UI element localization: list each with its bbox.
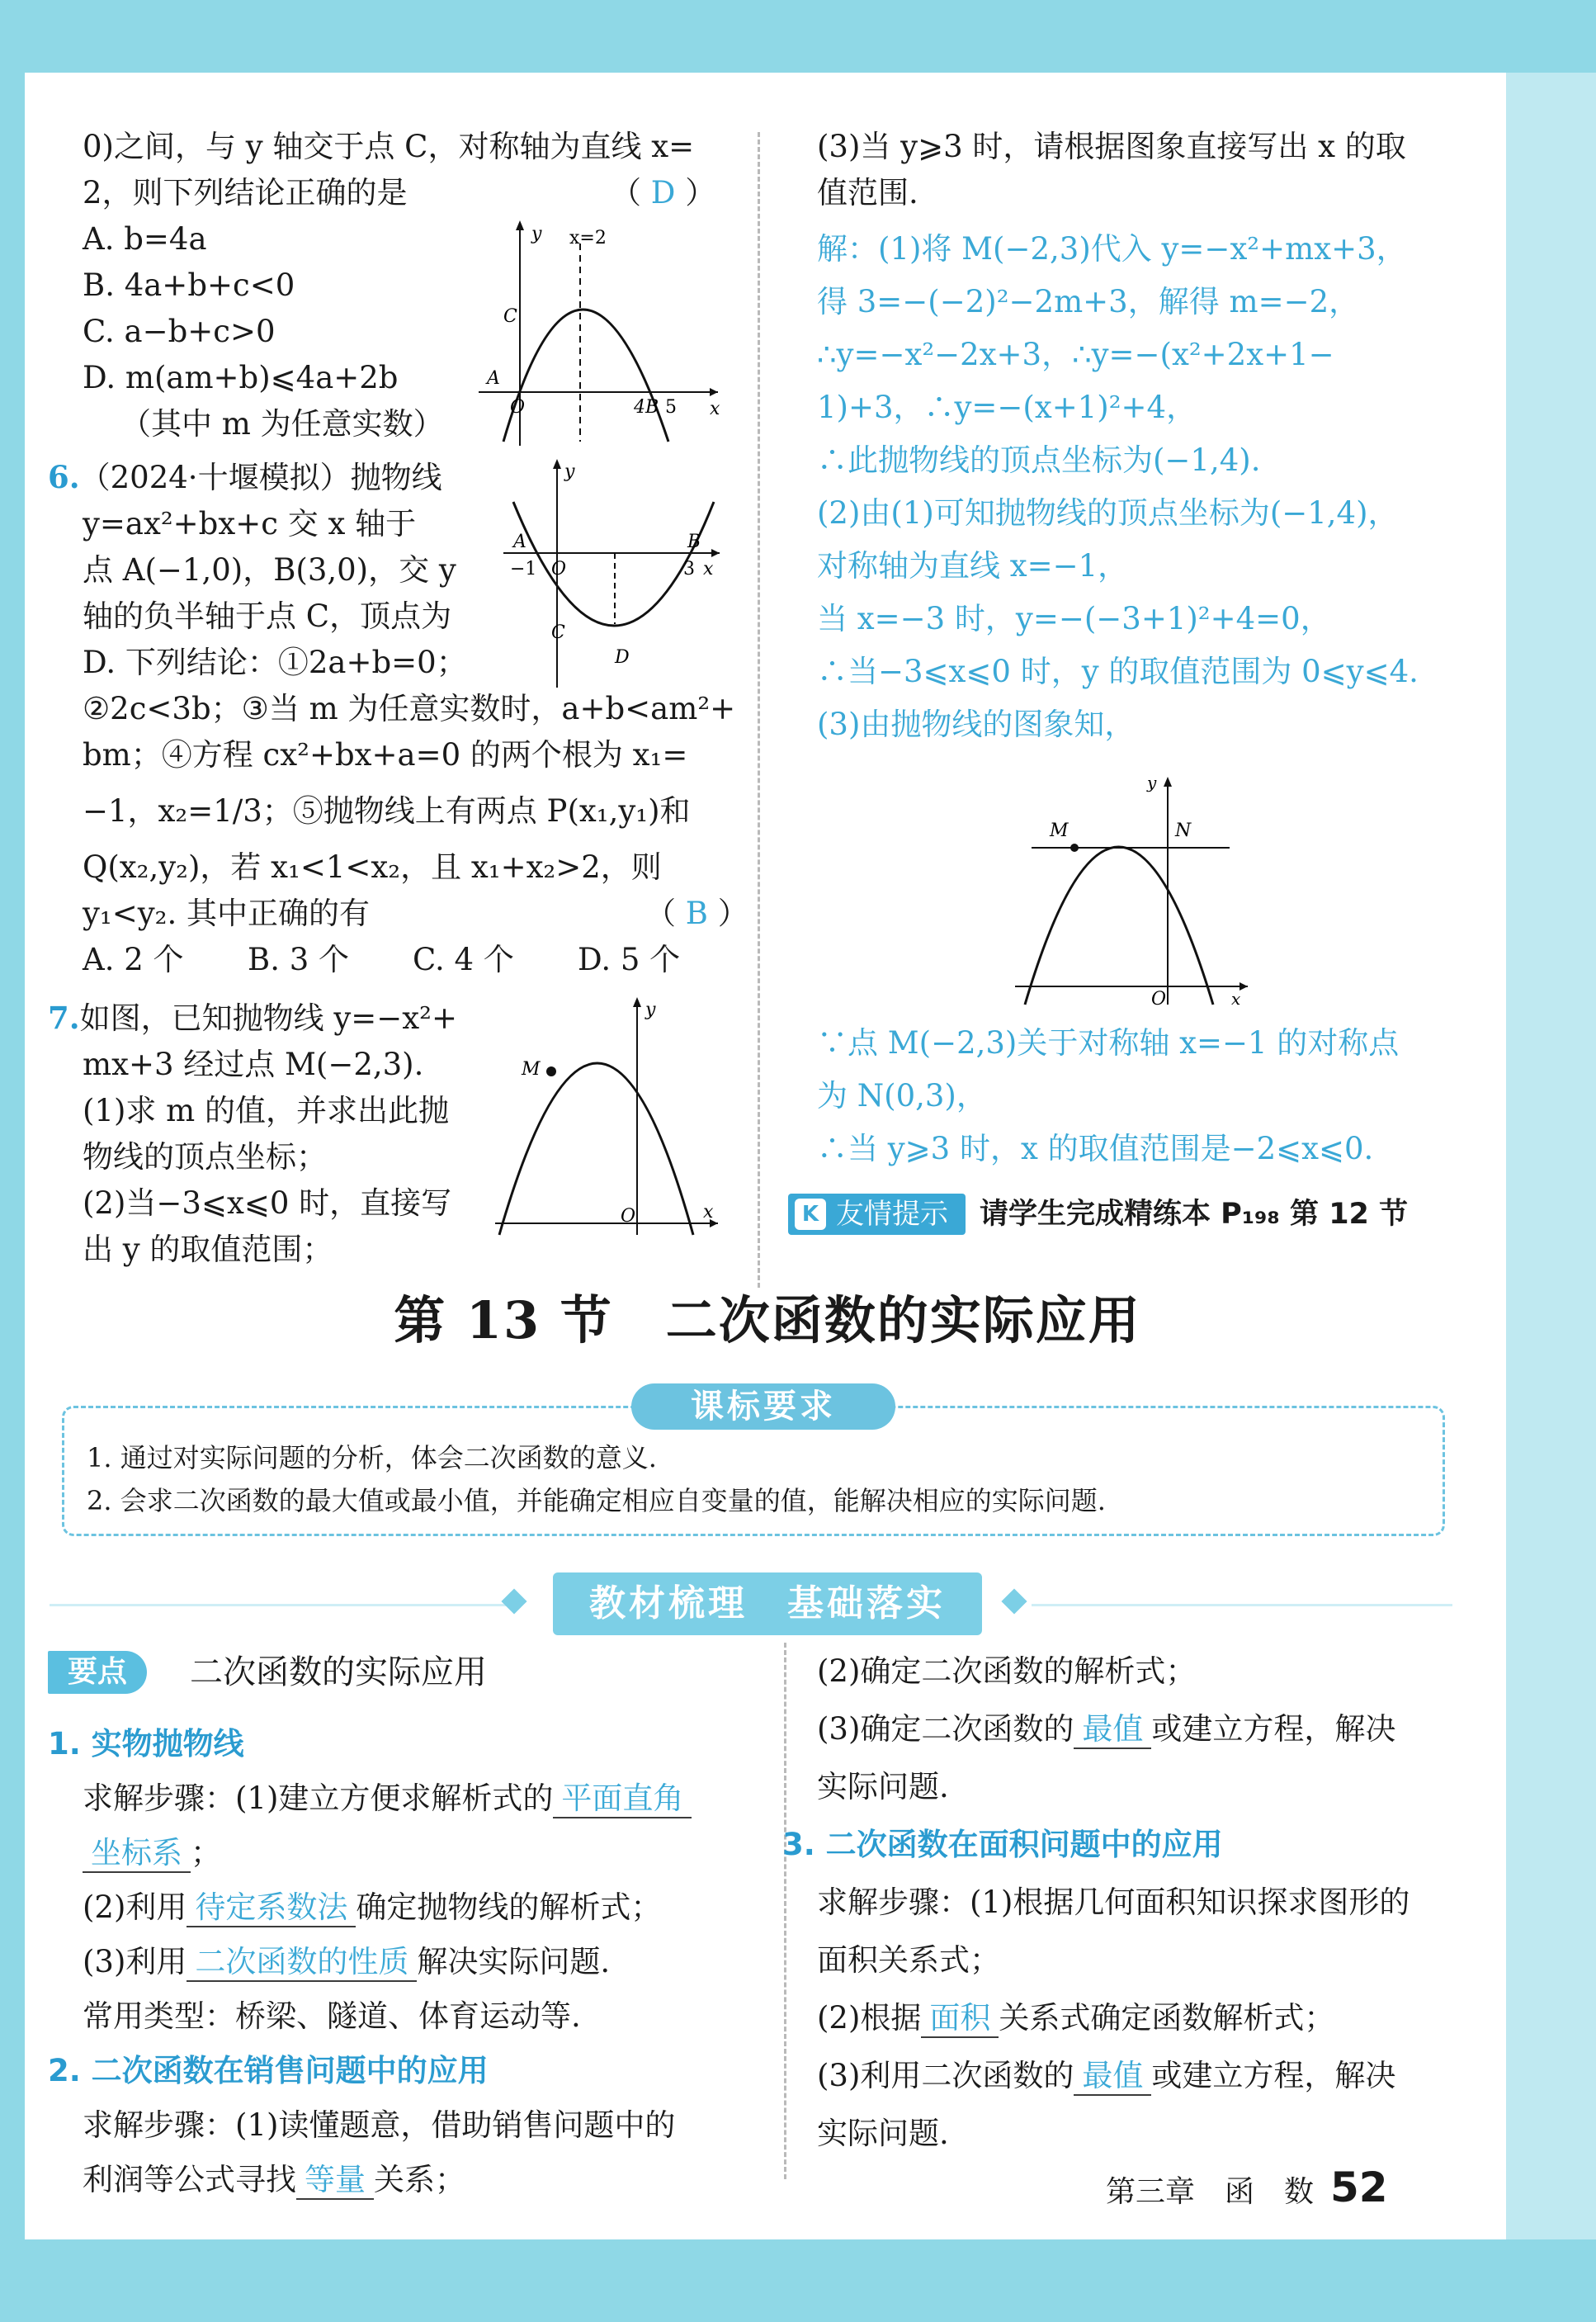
tip-bar <box>788 1189 1448 1240</box>
q5-parabola-graph <box>462 210 726 450</box>
chapter-label: 第三章 函 数 <box>1106 2175 1315 2209</box>
q6-line: D. 下列结论：①2a+b=0； <box>83 645 467 680</box>
q6-line: 点 A(−1,0)，B(3,0)，交 y <box>83 552 456 588</box>
section-band: 教材梳理 基础落实 <box>553 1572 982 1635</box>
q6-line: y=ax²+bx+c 交 x 轴于 <box>83 506 417 541</box>
q5-text-line: 0)之间，与 y 轴交于点 C，对称轴为直线 x= <box>83 129 695 164</box>
heading-3: 3. 二次函数在面积问题中的应用 <box>782 1827 1223 1862</box>
column-divider-top <box>758 132 760 1288</box>
svg-text:y: y <box>1147 773 1157 792</box>
right-bleed-band <box>1506 73 1596 2239</box>
svg-text:C: C <box>503 306 517 327</box>
q6-line: 轴的负半轴于点 C，顶点为 <box>83 598 452 634</box>
step-line: (2)确定二次函数的解析式； <box>817 1653 1197 1689</box>
tip-label: K 友情提示 <box>788 1194 966 1235</box>
tip-text: 请学生完成精练本 P₁₉₈ 第 12 节 <box>980 1198 1409 1231</box>
step-line: 常用类型：桥梁、隧道、体育运动等. <box>83 1998 581 2034</box>
q5-option-b: B. 4a+b+c<0 <box>83 267 295 303</box>
q7-part3: (3)当 y⩾3 时，请根据图象直接写出 x 的取 <box>817 129 1406 164</box>
step-line: (3)确定二次函数的 最值 或建立方程，解决 <box>817 1700 1477 1758</box>
svg-text:y: y <box>531 224 542 244</box>
band-rule-left <box>50 1604 512 1606</box>
column-divider-bottom <box>784 1643 786 2179</box>
q6-parabola-graph <box>495 452 726 692</box>
top-bleed-band <box>0 0 1596 73</box>
svg-text:O: O <box>621 1206 636 1227</box>
svg-text:A: A <box>487 368 500 389</box>
svg-text:D: D <box>615 647 630 668</box>
svg-text:O: O <box>1151 989 1167 1010</box>
requirement-item: 1. 通过对实际问题的分析，体会二次函数的意义. <box>87 1442 657 1473</box>
q7-line: 物线的顶点坐标； <box>83 1139 327 1175</box>
right-bottom-column <box>782 1643 1477 2163</box>
q5-option-d-note: （其中 m 为任意实数） <box>120 406 444 442</box>
svg-text:y: y <box>564 461 575 482</box>
q6-line: Q(x₂,y₂)，若 x₁<1<x₂，且 x₁+x₂>2，则 <box>83 849 662 885</box>
q5-option-a: A. b=4a <box>83 221 207 257</box>
q6-option-a: A. 2 个 <box>83 942 184 977</box>
svg-text:N: N <box>1175 821 1192 841</box>
section-title: 第 13 节 二次函数的实际应用 <box>394 1290 1141 1350</box>
q7-line: 出 y 的取值范围； <box>83 1232 333 1267</box>
svg-text:x: x <box>710 399 720 419</box>
svg-text:M: M <box>1050 821 1069 841</box>
svg-text:x: x <box>1231 989 1241 1009</box>
blank-answer: 等量 <box>296 2162 374 2200</box>
svg-text:C: C <box>551 622 565 643</box>
q7-part3: 值范围. <box>817 175 918 210</box>
svg-text:x=2: x=2 <box>569 228 607 248</box>
q5-option-d: D. m(am+b)⩽4a+2b <box>83 360 399 395</box>
blank-answer: 最值 <box>1074 2058 1151 2096</box>
tip-icon: K <box>795 1199 826 1230</box>
svg-text:B: B <box>687 532 701 552</box>
svg-text:M: M <box>522 1059 541 1080</box>
q7-line: 7.如图，已知抛物线 y=−x²+ <box>48 1000 458 1036</box>
svg-text:A: A <box>513 532 526 552</box>
key-point-title: 二次函数的实际应用 <box>190 1653 487 1691</box>
q7-solution-graph <box>1007 772 1254 1011</box>
q6-line: −1，x₂=1/3；⑤抛物线上有两点 P(x₁,y₁)和 <box>83 793 691 829</box>
q7-line: (1)求 m 的值，并求出此抛 <box>83 1093 450 1128</box>
q7-parabola-graph <box>487 991 726 1238</box>
q5-option-c: C. a−b+c>0 <box>83 314 276 349</box>
heading-2: 2. 二次函数在销售问题中的应用 <box>48 2053 489 2088</box>
q6-answer: B <box>685 896 708 931</box>
q7-solution: 解：(1)将 M(−2,3)代入 y=−x²+mx+3， 得 3=−(−2)²−2m+3，解得 m=−2， ∴y=−x²−2x+3，∴y=−(x²+2x+1− 1)+3，∴y=−(x+1)²+4， ∴此抛物线的顶点坐标为(−1,4). (2)由(1)可知抛物线的顶点坐标为(−1,4)， 对称轴为直线 x=−1， 当 x=−3 时，y=−(−3+1)²+4=0， ∴当−3⩽x⩽0 时，y 的取值范围为 0⩽y⩽4. (3)由抛物线的图象知， <box>817 231 1419 742</box>
blank-answer: 待定系数法 <box>187 1889 356 1927</box>
q7-line: (2)当−3⩽x⩽0 时，直接写 <box>83 1185 452 1221</box>
blank-answer: 坐标系 <box>83 1835 191 1873</box>
step-line: (2)根据 面积 关系式确定函数解析式； <box>817 1989 1477 2047</box>
q6-line: 6.（2024·十堰模拟）抛物线 <box>48 459 442 495</box>
step-line: (3)利用二次函数的 最值 或建立方程，解决 <box>817 2047 1477 2105</box>
q6-option-b: B. 3 个 <box>248 942 350 977</box>
blank-answer: 面积 <box>921 2000 999 2038</box>
q5-answer: D <box>650 175 676 210</box>
step-line: 求解步骤：(1)读懂题意，借助销售问题中的 <box>83 2107 676 2143</box>
left-bottom-column <box>48 1717 733 2207</box>
step-line: (2)利用 待定系数法 确定抛物线的解析式； <box>48 1880 733 1935</box>
step-line: 利润等公式寻找 等量 关系； <box>48 2153 733 2207</box>
q6-line: ②2c<3b；③当 m 为任意实数时，a+b<am²+ <box>83 691 736 726</box>
step-line: (3)利用 二次函数的性质 解决实际问题. <box>48 1935 733 1989</box>
q6-line: y₁<y₂. 其中正确的有 （ B ） <box>83 896 748 931</box>
q7-solution-part3: ∵点 M(−2,3)关于对称轴 x=−1 的对称点 为 N(0,3)， ∴当 y⩾3 时，x 的取值范围是−2⩽x⩽0. <box>817 1025 1400 1166</box>
q6-number: 6. <box>48 459 80 495</box>
q6-options <box>48 937 725 983</box>
q7-number: 7. <box>48 1000 80 1036</box>
key-point-tag: 要点 <box>48 1651 147 1694</box>
q7-line: mx+3 经过点 M(−2,3). <box>83 1047 424 1082</box>
q6-option-d: D. 5 个 <box>578 942 681 977</box>
step-line: 实际问题. <box>817 2116 949 2151</box>
step-line: 求解步骤：(1)根据几何面积知识探求图形的 <box>817 1885 1410 1920</box>
svg-text:4B: 4B <box>634 397 659 418</box>
q6-option-c: C. 4 个 <box>413 942 514 977</box>
blank-answer: 二次函数的性质 <box>187 1944 417 1982</box>
heading-1: 1. 实物抛物线 <box>48 1726 244 1762</box>
step-line: 求解步骤：(1)建立方便求解析式的 平面直角 <box>48 1771 733 1826</box>
svg-text:x: x <box>703 1202 714 1222</box>
svg-text:y: y <box>645 1000 656 1020</box>
band-rule-right <box>1032 1604 1452 1606</box>
svg-text:x: x <box>703 559 714 579</box>
requirements-tab: 课标要求 <box>631 1383 895 1430</box>
q7-block <box>48 995 477 1273</box>
q5-text-line: 2，则下列结论正确的是 （ D ） <box>83 175 716 210</box>
requirement-item: 2. 会求二次函数的最大值或最小值，并能确定相应自变量的值，能解决相应的实际问题. <box>87 1485 1106 1516</box>
step-line: 实际问题. <box>817 1769 949 1804</box>
svg-text:3: 3 <box>683 559 695 579</box>
page-number: 52 <box>1330 2164 1388 2211</box>
blank-answer: 平面直角 <box>553 1781 692 1818</box>
page-footer <box>1106 2163 1388 2217</box>
svg-text:O: O <box>551 559 567 579</box>
step-line: 面积关系式； <box>817 1942 1000 1978</box>
right-top-column <box>817 124 1477 751</box>
svg-text:O: O <box>510 397 526 418</box>
blank-answer: 最值 <box>1074 1711 1151 1749</box>
svg-text:−1: −1 <box>510 559 537 579</box>
svg-text:5: 5 <box>665 397 677 418</box>
step-line: 坐标系 ； <box>48 1826 733 1880</box>
q6-line: bm；④方程 cx²+bx+a=0 的两个根为 x₁= <box>83 737 688 773</box>
